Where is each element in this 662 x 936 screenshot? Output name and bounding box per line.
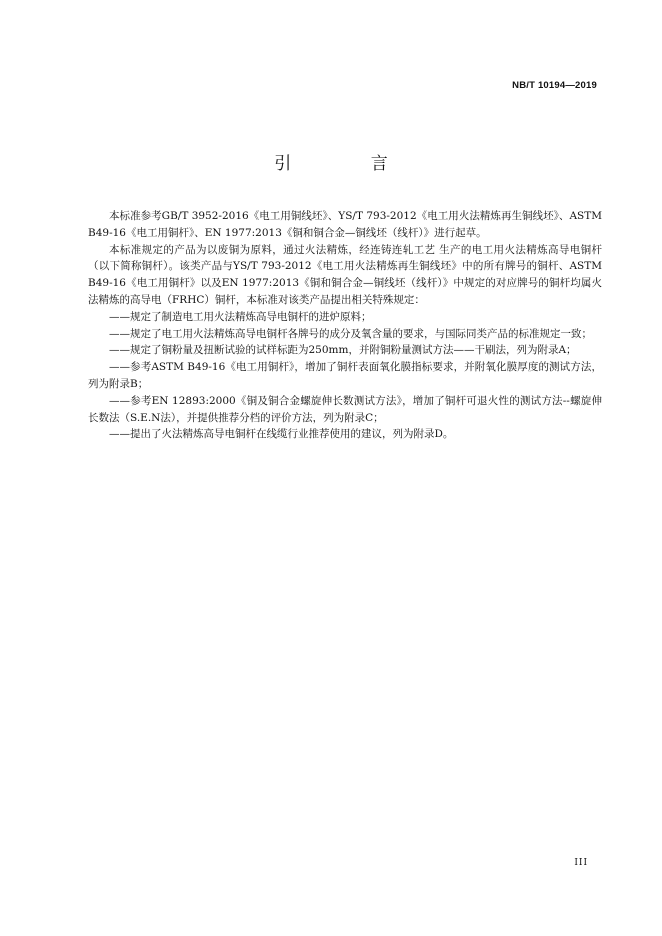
standard-code: NB/T 10194—2019 [512, 80, 597, 91]
paragraph-product-scope: 本标准规定的产品为以废铜为原料，通过火法精炼，经连铸连轧工艺 生产的电工用火法精炼高导电铜杆（以下简称铜杆）。该类产品与YS/T 793-2012《电工用火法精炼再生铜线坯》中的所有牌号的铜杆、ASTM B49-16《电工用铜杆》以及EN 1977:2013《铜和铜合金—铜线坯（线杆）》中规定的对应牌号的铜杆均属火法精炼的高导电（FRHC）铜杆，本标准对该类产品提出相关特殊规定： [88, 243, 602, 306]
paragraph-references: 本标准参考GB/T 3952-2016《电工用铜线坯》、YS/T 793-2012《电工用火法精炼再生铜线坯》、ASTM B49-16《电工用铜杆》、EN 1977:2013《铜和铜合金—铜线坯（线杆）》进行起草。 [88, 210, 602, 239]
list-item-cable-industry: ——提出了火法精炼高导电铜杆在线缆行业推荐使用的建议，列为附录D。 [109, 428, 454, 441]
introduction-body [88, 208, 602, 443]
list-item-composition: ——规定了电工用火法精炼高导电铜杆各牌号的成分及氧含量的要求，与国际同类产品的标准规定一致； [109, 327, 592, 340]
list-item-copper-powder: ——规定了铜粉量及扭断试验的试样标距为250mm，并附铜粉量测试方法——干刷法，列为附录A； [109, 344, 577, 357]
list-item-spiral-elongation: ——参考EN 12893:2000《铜及铜合金螺旋伸长数测试方法》，增加了铜杆可退火性的测试方法--螺旋伸长数法（S.E.N法），并提供推荐分档的评价方法，列为附录C； [88, 394, 602, 424]
page-number: III [574, 858, 588, 868]
page-title: 引 言 [274, 154, 425, 174]
list-item-oxide-film: ——参考ASTM B49-16《电工用铜杆》，增加了铜杆表面氧化膜指标要求，并附氧化膜厚度的测试方法，列为附录B； [88, 361, 602, 390]
list-item-raw-material: ——规定了制造电工用火法精炼高导电铜杆的进炉原料； [109, 310, 372, 323]
